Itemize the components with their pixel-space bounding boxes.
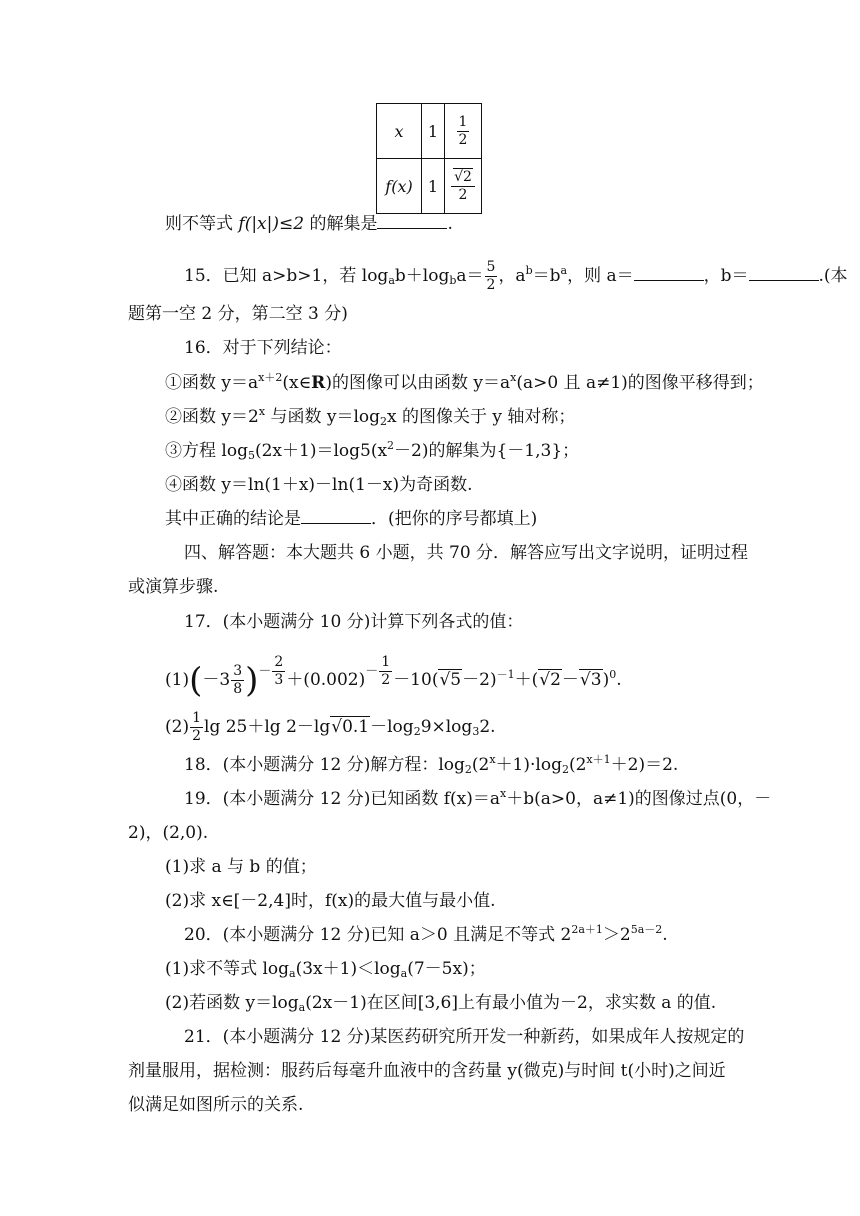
table-row [377,104,482,159]
q19-part1: (1)求 a 与 b 的值； [165,857,317,877]
q21-line1: 21．(本小题满分 12 分)某医药研究所开发一种新药，如果成年人按规定的 [184,1027,745,1047]
fraction: $\frac{5}{2}$ [486,259,496,293]
q16-conclusion-2: ②函数 $y=2^x$ 与函数 $y=\log_2x$ 的图像关于 y 轴对称； [165,405,576,428]
q16-intro: 16．对于下列结论： [184,338,342,358]
table-row [377,159,482,214]
table-cell [445,159,482,214]
q16-conclusion-4: ④函数 y＝ln(1＋x)－ln(1－x)为奇函数. [165,475,473,495]
fraction: $\frac{1}{2}$ [192,710,202,744]
value-table [376,103,482,214]
q14-tail: 则不等式 f(|x|)≤2 的解集是 . [165,214,453,234]
fraction: $\frac{1}{2}$ [458,113,468,148]
q15-line1: 15．已知 a>b>1，若 $\log_ab+\log_ba=$ $\frac{5}{2}$ ，$a^b=b^a$，则 a＝ ，b＝ .(本 [184,259,848,293]
q17-part1: (1)(－3 $\frac{3}{8}$ )$^{- \frac{2}{3}}$ $+(0.002)^{- \frac{1}{2}}$ －10(√ 5－2)$^{-1}$＋(√ 2－√ 3)$^0$. [165,654,622,698]
q17-part2: (2) $\frac{1}{2}$ lg 25＋lg 2－lg√ $0.1-\log_29\times\log_32$. [165,710,496,745]
q20-line1: 20．(本小题满分 12 分)已知 a＞0 且满足不等式 $2^{2a+1}>2^{5a-2}$. [184,923,668,945]
table-cell: f(x) [377,159,422,214]
answer-blank [749,266,819,281]
q19-line2: 2)，(2,0). [128,823,209,843]
section-4-heading-cont: 或演算步骤. [128,577,219,597]
fraction: √ $\frac{2}{2}$ [451,169,475,204]
fraction: $\frac{2}{3}$ [274,654,284,688]
table-cell: 1 [422,159,445,214]
q20-part1: (1)求不等式 $\log_a(3x+1)<\log_a(7-5x)$； [165,959,486,980]
fraction: $\frac{3}{8}$ [233,663,243,697]
answer-blank [301,509,371,524]
table-cell: 1 [422,104,445,159]
q16-conclusion-1: ①函数 $y=a^{x+2}(x\in R)$的图像可以由函数 $y=a^x(a>0$ 且 a≠1)的图像平移得到； [165,371,764,393]
table-cell [445,104,482,159]
q18: 18．(本小题满分 12 分)解方程：$\log_2(2^x+1)\cdot\log_2(2^{x+1}+2)=2$. [184,753,679,776]
q20-part2: (2)若函数 $y=\log_a(2x-1)$在区间[3,6]上有最小值为－2，求实数 a 的值. [165,993,717,1014]
q21-line3: 似满足如图所示的关系. [128,1095,304,1115]
q21-line2: 剂量服用，据检测：服药后每毫升血液中的含药量 y(微克)与时间 t(小时)之间近 [128,1061,726,1081]
q19-line1: 19．(本小题满分 12 分)已知函数 $f(x)=a^x+b(a>0$，a≠1)的图像过点(0，－ [184,787,772,809]
fraction: $\frac{1}{2}$ [381,654,391,688]
q16-ask: 其中正确的结论是 ．(把你的序号都填上) [165,509,538,529]
q16-conclusion-3: ③方程 $\log_5(2x+1)=\log 5(x^2-2)$的解集为{－1,3}； [165,439,580,462]
section-4-heading: 四、解答题：本大题共 6 小题，共 70 分．解答应写出文字说明，证明过程 [184,543,749,563]
answer-blank [377,214,447,229]
q17-head: 17．(本小题满分 10 分)计算下列各式的值： [184,612,524,632]
answer-blank [634,266,704,281]
q15-line2: 题第一空 2 分，第二空 3 分) [128,304,348,324]
table-cell: x [377,104,422,159]
q19-part2: (2)求 x∈[－2,4]时，f(x)的最大值与最小值. [165,891,496,911]
